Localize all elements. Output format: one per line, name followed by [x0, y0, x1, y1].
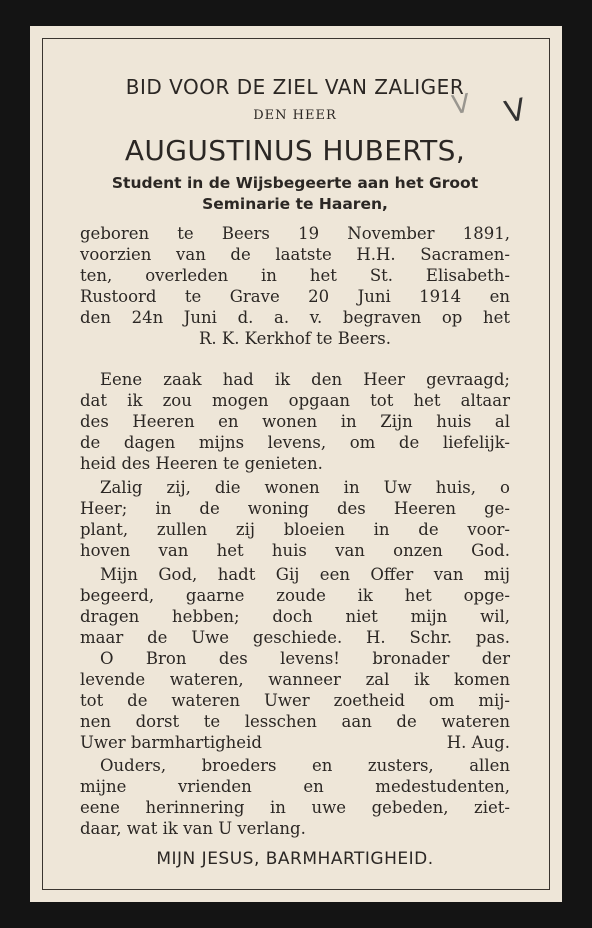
subtitle-line-1: Student in de Wijsbegeerte aan het Groot: [111, 174, 479, 192]
closing-invocation: MIJN JESUS, BARMHARTIGHEID.: [156, 849, 434, 869]
subtitle-line-2: Seminarie te Haaren,: [202, 195, 388, 213]
body-line: Mijn God, hadt Gij een Offer van mij: [100, 565, 510, 584]
bio-line: den 24n Juni d. a. v. begraven op het: [80, 308, 510, 327]
body-line: Ouders, broeders en zusters, allen: [100, 756, 510, 775]
bio-line: ten, overleden in het St. Elisabeth-: [80, 266, 510, 285]
body-line: eene herinnering in uwe gebeden, ziet-: [80, 798, 510, 817]
pencil-check-mark-1: V: [449, 88, 472, 122]
body-line: heid des Heeren te genieten.: [80, 454, 323, 473]
body-line: Heer; in de woning des Heeren ge-: [80, 499, 510, 518]
bio-line: Rustoord te Grave 20 Juni 1914 en: [80, 287, 510, 306]
attribution-h-aug: H. Aug.: [446, 733, 510, 752]
body-line: dat ik zou mogen opgaan tot het altaar: [80, 391, 510, 410]
header-line-1: BID VOOR DE ZIEL VAN ZALIGER: [125, 75, 465, 99]
body-line: mijne vrienden en medestudenten,: [80, 777, 510, 796]
body-line: Eene zaak had ik den Heer gevraagd;: [100, 370, 510, 389]
deceased-name: AUGUSTINUS HUBERTS,: [124, 134, 466, 167]
body-line: daar, wat ik van U verlang.: [80, 819, 306, 838]
body-line: Uwer barmhartigheid: [80, 733, 262, 752]
body-line: plant, zullen zij bloeien in de voor-: [80, 520, 510, 539]
bio-line: voorzien van de laatste H.H. Sacramen-: [80, 245, 510, 264]
body-line: de dagen mijns levens, om de liefelijk-: [80, 433, 510, 452]
body-line: nen dorst te lesschen aan de wateren: [80, 712, 510, 731]
header-line-2: DEN HEER: [253, 108, 337, 123]
pencil-check-mark-2: V: [501, 92, 529, 131]
bio-line: geboren te Beers 19 November 1891,: [80, 224, 510, 243]
bio-line: R. K. Kerkhof te Beers.: [198, 329, 392, 348]
body-line: Zalig zij, die wonen in Uw huis, o: [100, 478, 510, 497]
body-line: tot de wateren Uwer zoetheid om mij-: [80, 691, 510, 710]
body-line: O Bron des levens! bronader der: [100, 649, 510, 668]
body-line: levende wateren, wanneer zal ik komen: [80, 670, 510, 689]
body-line: hoven van het huis van onzen God.: [80, 541, 510, 560]
body-line: begeerd, gaarne zoude ik het opge-: [80, 586, 510, 605]
body-line: dragen hebben; doch niet mijn wil,: [80, 607, 510, 626]
body-line: des Heeren en wonen in Zijn huis al: [80, 412, 510, 431]
body-line: maar de Uwe geschiede. H. Schr. pas.: [80, 628, 510, 647]
